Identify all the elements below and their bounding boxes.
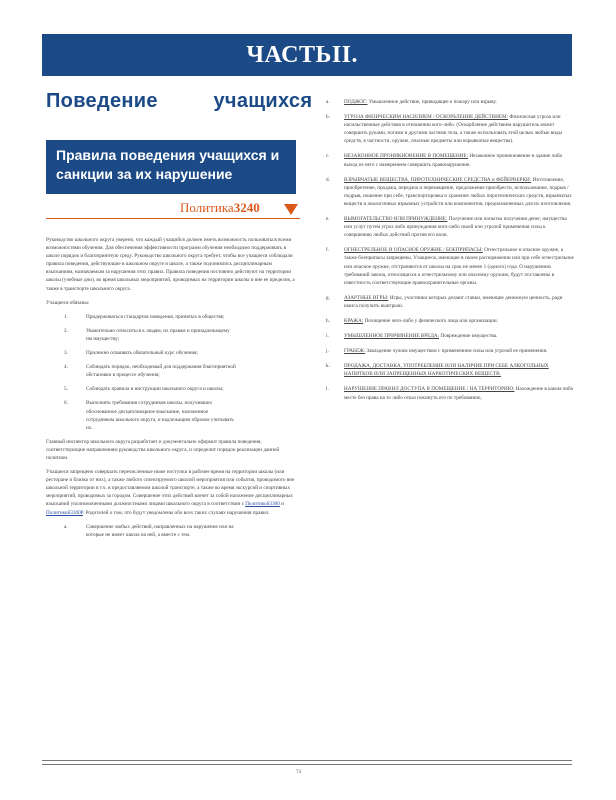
- rule-item-firearms: f. ОГНЕСТРЕЛЬНОЕ И ОПАСНОЕ ОРУЖИЕ / БОЕПРИПАСЫ: Огнестрельное и опасное оружие, а также боеприпасы запрещены. Учащиеся, имеющие в своем распоряжении или при себе огнестрельное или опасное оружие, отстраняются от школы на срок не менее 1 (одного) года. О нарушениях требований закона, относящихся к огнестрельному или опасному оружию, будут поставлены в известность соответствующие правоохранительные органы.: [326, 247, 574, 286]
- footer-divider-bottom: [42, 764, 572, 765]
- policy-divider: [46, 218, 300, 219]
- policy-3300-link[interactable]: Политикой3300: [245, 501, 280, 508]
- rule-item-extortion: e. ВЫМОГАТЕЛЬСТВО ИЛИ ПРИНУЖДЕНИЕ: Получение или попытка получения денег, имущества или услуг путем угроз либо принуждения кого-либо своей или угрозой применения силы к совершению любых действий против его воли.: [326, 216, 567, 239]
- rule-item-arson: a. ПОДЖОГ: Умышленное действие, приводящее к пожару или взрыву.: [326, 99, 497, 105]
- policy-label: [180, 200, 260, 216]
- list-item: 6. Выполнять требования сотрудников школы, получивших обоснованное дисциплинарное взыскание, наложенное сотрудником школьного округа, и надлежащим образом учитывать их.: [64, 400, 234, 431]
- paragraph-3: Учащиеся запрещено совершать перечисленные ниже поступки в рабочее время на территории школы (или ресторане и близко от них), а также любого спонсируемого школой мероприятия или события, проводимого вне школьной территории в т.ч. в предоставляемом школой транспорте, а также во время экскурсий и спортивных мероприятий, проводимых за городом. Совершение этих действий влечет за собой наложение дисциплинарных взысканий уполномоченными должностными лицами школьного округа в соответствии с Политикой3300 и Политикой3300P. Родителей о том, что будут уведомлены обо всех таких случаях нарушения правил.: [46, 469, 295, 516]
- page-title: [46, 90, 312, 113]
- rule-item-vandalism: i. УМЫШЛЕННОЕ ПРИЧИНЕНИЕ ВРЕДА: Повреждение имущества.: [326, 333, 498, 340]
- list-item: 2. Уважительно относиться к людям, их правам и принадлежащему им имуществу;: [64, 327, 230, 342]
- sub-item-a: a. Совершение любых действий, направленных на нарушение или на которые не имеет школа на ней, а вместе с тем.: [64, 523, 234, 538]
- part-title: ЧАСТЬII.: [246, 41, 358, 68]
- page-title-word1: Поведение: [46, 90, 158, 112]
- rule-item-explosives: d. ВЗРЫВЧАТЫЕ ВЕЩЕСТВА, ПИРОТЕХНИЧЕСКИЕ СРЕДСТВА и ФЕЙЕРВЕРКИ: Изготовление, приобретение, продажа, передача и перемещение, предложение приобрести, использование, подрыв / подрыв, ношение при себе, транспортировка и хранение любых пиротехнических средств, взрывчатых веществ и аналогичных взрывных устройств или компонентов, предназначенных для их изготовления.: [326, 176, 572, 207]
- rule-item-gambling: g. АЗАРТНЫЕ ИГРЫ: Игры, участники которых делают ставки, имеющие денежную ценность, ради шанса получить выигрыш.: [326, 294, 563, 309]
- page-number: 74: [296, 770, 301, 775]
- policy-3300p-link[interactable]: Политикой3300P: [46, 509, 83, 516]
- part-header-bar: [42, 34, 572, 76]
- list-item: 5. Соблюдать правила и инструкции школьного округа и школы;: [64, 386, 224, 393]
- rule-item-burglary: c. НЕЗАКОННОЕ ПРОНИКНОВЕНИЕ В ПОМЕЩЕНИЕ: Незаконное проникновение в здание либо выход из него с намерением совершить правонарушение.: [326, 153, 563, 168]
- rule-item-trespassing: l. НАРУШЕНИЕ ПРАВИЛ ДОСТУПА В ПОМЕЩЕНИЕ / НА ТЕРРИТОРИЮ: Нахождение в каком-либо месте без права на то либо отказ покинуть его по требованию,: [326, 386, 574, 401]
- intro-paragraph: Руководство школьного округа уверено, что каждый учащийся должен иметь возможность пользоваться всеми возможностями обучения. Для обеспечения эффективности программ обучения необходимо поддерживать в школе порядок и благоприятную среду. Руководство школьного округа требует, чтобы все учащиеся соблюдали правила поведения, действующие в школьном округе и школе, а также подчинялись дисциплинарным взысканиям, назначаемым за нарушения этих правил. Правила поведения постоянно действуют на территории школы (учебные дни), во время школьных мероприятий, проводимых на территории школы и вне ее пределов, а также в транспорте школьного округа.: [46, 237, 295, 292]
- section-title-box: [46, 140, 296, 194]
- rule-item-robbery: j. ГРАБЕЖ: Завладение чужим имуществом с применением силы или угрозой ее применения.: [326, 348, 548, 355]
- list-item: 1. Придерживаться стандартов поведения, принятых в обществе;: [64, 313, 225, 320]
- obliged-label: Учащиеся обязаны:: [46, 299, 90, 306]
- footer-divider-top: [42, 760, 572, 761]
- left-column: [46, 236, 296, 545]
- paragraph-2: Главный инспектор школьного округа разработает и документально оформит правила поведения, соответствующие направлениям руководства школьного округа, и определит порядок реализации данной политики.: [46, 438, 280, 461]
- rule-item-theft: h. КРАЖА: Похищение чего-либо у физического лица или организации.: [326, 317, 498, 324]
- triangle-down-icon: [284, 204, 298, 215]
- list-item: 3. Прилежно осваивать обязательный курс обучения;: [64, 350, 198, 357]
- rule-item-alcohol-drugs: k. ПРОДАЖА, ДОСТАВКА, УПОТРЕБЛЕНИЕ ИЛИ НАЛИЧИЕ ПРИ СЕБЕ АЛКОГОЛЬНЫХ НАПИТКОВ ИЛИ ЗАПРЕЩЕННЫХ НАРКОТИЧЕСКИХ ВЕЩЕСТВ.: [326, 363, 549, 378]
- page-title-word2: учащихся: [213, 90, 313, 112]
- policy-prefix: Политика: [180, 200, 234, 215]
- policy-number: 3240: [233, 200, 260, 215]
- right-column: [326, 98, 574, 409]
- obligations-list: [46, 313, 296, 432]
- rule-item-assault: b. УГРОЗА ФИЗИЧЕСКИМ НАСИЛИЕМ / ОСКОРБЛЕНИЕ ДЕЙСТВИЕМ: Физическая угроза или насильственные действия в отношении кого-либо. (Оскорбление действием нарушитель может совершить руками, ногами и другими частями тела, а также использовать этой целью любые виды средств, в частности, оружие, опасные предметы или взрывчатые вещества).: [326, 114, 563, 145]
- section-title: Правила поведения учащихся и санкции за их нарушение: [56, 147, 280, 182]
- list-item: 4. Соблюдать порядок, необходимый для поддержания благоприятной обстановки в процессе обучения;: [64, 364, 236, 379]
